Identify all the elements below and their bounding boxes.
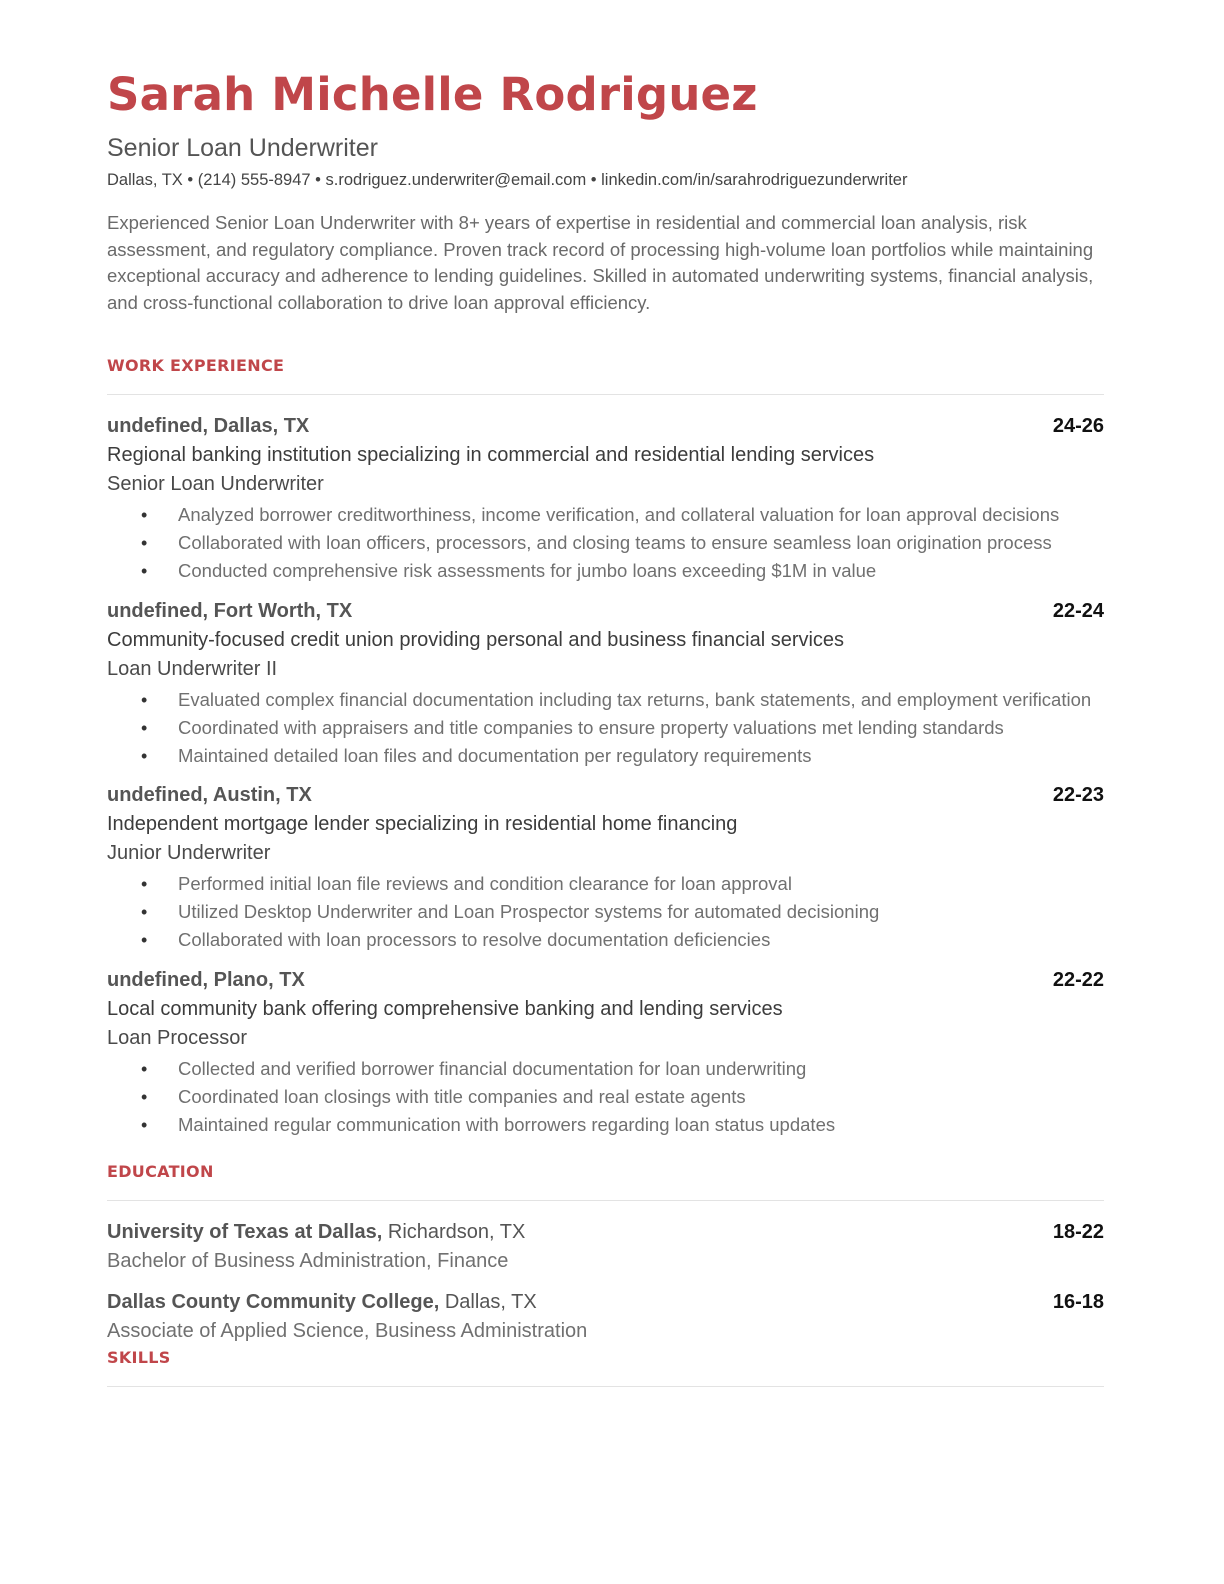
job-bullets <box>107 871 1104 954</box>
education-location: Dallas, TX <box>444 1291 537 1313</box>
job-bullet: • Utilized Desktop Underwriter and Loan Prospector systems for automated decisioning <box>107 899 1104 926</box>
job-company-description: Community-focused credit union providing personal and business financial services <box>107 628 845 651</box>
candidate-name: Sarah Michelle Rodriguez <box>107 68 758 121</box>
section-title-skills: SKILLS <box>107 1348 171 1367</box>
candidate-headline: Senior Loan Underwriter <box>107 134 378 162</box>
job-bullet: • Performed initial loan file reviews and condition clearance for loan approval <box>107 871 1104 898</box>
section-divider <box>107 1200 1104 1201</box>
job-organization: undefined, Fort Worth, TX <box>107 599 353 622</box>
education-school: University of Texas at Dallas, <box>107 1221 383 1243</box>
education-dates: 18-22 <box>1052 1221 1104 1243</box>
education-degree: Bachelor of Business Administration, Finance <box>107 1250 509 1272</box>
job-bullet: • Analyzed borrower creditworthiness, income verification, and collateral valuation for loan approval decisions <box>107 502 1104 529</box>
job-entry <box>107 412 1104 585</box>
section-title-work: WORK EXPERIENCE <box>107 356 285 375</box>
job-bullet: • Collected and verified borrower financial documentation for loan underwriting <box>107 1056 1104 1083</box>
job-organization: undefined, Plano, TX <box>107 968 305 991</box>
job-bullet: • Evaluated complex financial documentation including tax returns, bank statements, and employment verification <box>107 687 1104 714</box>
job-company-description: Independent mortgage lender specializing in residential home financing <box>107 813 738 835</box>
section-divider <box>107 394 1104 395</box>
education-entry <box>107 1218 1104 1276</box>
job-dates: 22-24 <box>1052 599 1104 622</box>
job-entry <box>107 597 1104 770</box>
education-school-line <box>107 1221 525 1244</box>
job-bullet: • Coordinated loan closings with title companies and real estate agents <box>107 1084 1104 1111</box>
job-dates: 22-22 <box>1052 968 1104 991</box>
professional-summary: Experienced Senior Loan Underwriter with 8+ years of expertise in residential and commercial loan analysis, risk assessment, and regulatory compliance. Proven track record of processing high-volume loan portfolios while maintaining exceptional accuracy and adherence to lending guidelines. Skilled in automated underwriting systems, financial analysis, and cross-functional collaboration to drive loan approval efficiency. <box>107 212 1094 313</box>
job-bullets <box>107 1056 1104 1139</box>
education-dates: 16-18 <box>1052 1291 1104 1313</box>
job-entry <box>107 781 1104 954</box>
job-bullet: • Conducted comprehensive risk assessments for jumbo loans exceeding $1M in value <box>107 558 1104 585</box>
job-bullet: • Coordinated with appraisers and title companies to ensure property valuations met lending standards <box>107 715 1104 742</box>
job-dates: 24-26 <box>1052 415 1104 437</box>
job-company-description: Local community bank offering comprehensive banking and lending services <box>107 997 783 1020</box>
education-location: Richardson, TX <box>387 1221 526 1243</box>
job-organization: undefined, Dallas, TX <box>107 415 310 437</box>
job-bullet: • Collaborated with loan officers, processors, and closing teams to ensure seamless loan origination process <box>107 530 1104 557</box>
job-bullet: • Maintained regular communication with borrowers regarding loan status updates <box>107 1112 1104 1139</box>
section-title-education: EDUCATION <box>107 1162 214 1181</box>
job-role: Loan Processor <box>107 1026 248 1049</box>
education-degree: Associate of Applied Science, Business Administration <box>107 1320 588 1342</box>
job-dates: 22-23 <box>1052 784 1104 806</box>
job-bullet: • Collaborated with loan processors to resolve documentation deficiencies <box>107 927 1104 954</box>
education-school: Dallas County Community College, <box>107 1291 440 1313</box>
job-role: Senior Loan Underwriter <box>107 473 324 495</box>
job-entry <box>107 966 1104 1139</box>
job-bullets <box>107 502 1104 585</box>
job-organization: undefined, Austin, TX <box>107 784 312 806</box>
contact-line: Dallas, TX • (214) 555-8947 • s.rodriguez.underwriter@email.com • linkedin.com/in/sarahrodriguezunderwriter <box>107 171 908 189</box>
job-bullets <box>107 687 1104 770</box>
job-company-description: Regional banking institution specializing in commercial and residential lending services <box>107 444 875 466</box>
education-entry <box>107 1288 1104 1346</box>
job-role: Loan Underwriter II <box>107 657 278 680</box>
section-divider <box>107 1386 1104 1387</box>
job-role: Junior Underwriter <box>107 842 271 864</box>
education-school-line <box>107 1291 537 1314</box>
job-bullet: • Maintained detailed loan files and documentation per regulatory requirements <box>107 743 1104 770</box>
